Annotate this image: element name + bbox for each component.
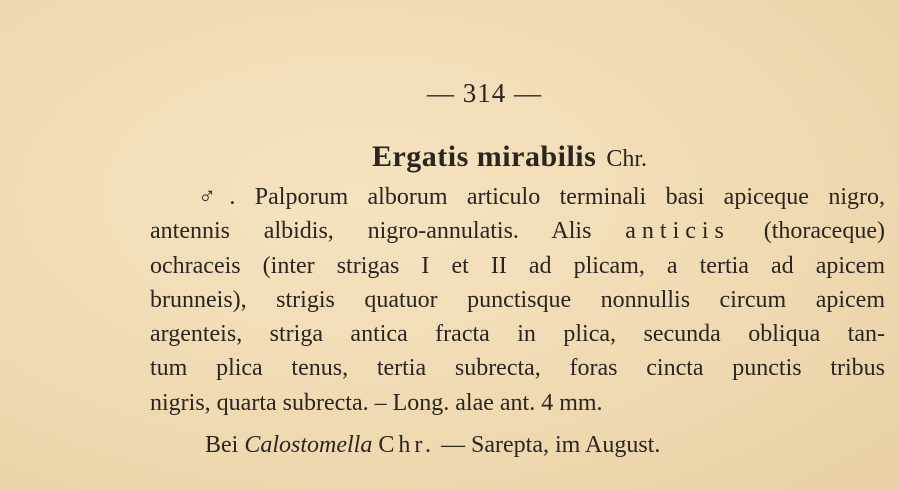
text-line: brunneis), strigis quatuor punctisque nonnullis circum apicem: [150, 286, 885, 313]
host-plant: Calostomella: [244, 432, 373, 458]
species-heading: [0, 140, 899, 174]
page-number: — 314 —: [427, 78, 542, 108]
text-line: ♂. Palporum alborum articulo terminali basi apiceque nigro,: [198, 184, 885, 210]
species-author: Chr.: [606, 146, 648, 172]
text-line: argenteis, striga antica fracta in plica, secunda obliqua tan-: [150, 321, 885, 348]
habitat-author: Chr.: [378, 432, 436, 458]
description-text: [150, 180, 885, 420]
text-line: tum plica tenus, tertia subrecta, foras cincta punctis tribus: [150, 355, 885, 382]
text-line: ochraceis (inter strigas I et II ad plicam, a tertia ad apicem: [150, 252, 885, 279]
species-name: Ergatis mirabilis: [371, 140, 597, 173]
habitat-location: — Sarepta, im August.: [441, 432, 661, 458]
habitat-prefix: Bei: [205, 432, 239, 458]
text-line: nigris, quarta subrecta. – Long. alae ant. 4 mm.: [150, 389, 603, 416]
text-segment: (thoraceque): [729, 218, 885, 245]
habitat-line: [205, 428, 660, 462]
text-line: [150, 214, 885, 248]
text-segment: antennis albidis, nigro-annulatis. Alis: [150, 218, 626, 245]
emphasized-word: anticis: [625, 218, 730, 245]
